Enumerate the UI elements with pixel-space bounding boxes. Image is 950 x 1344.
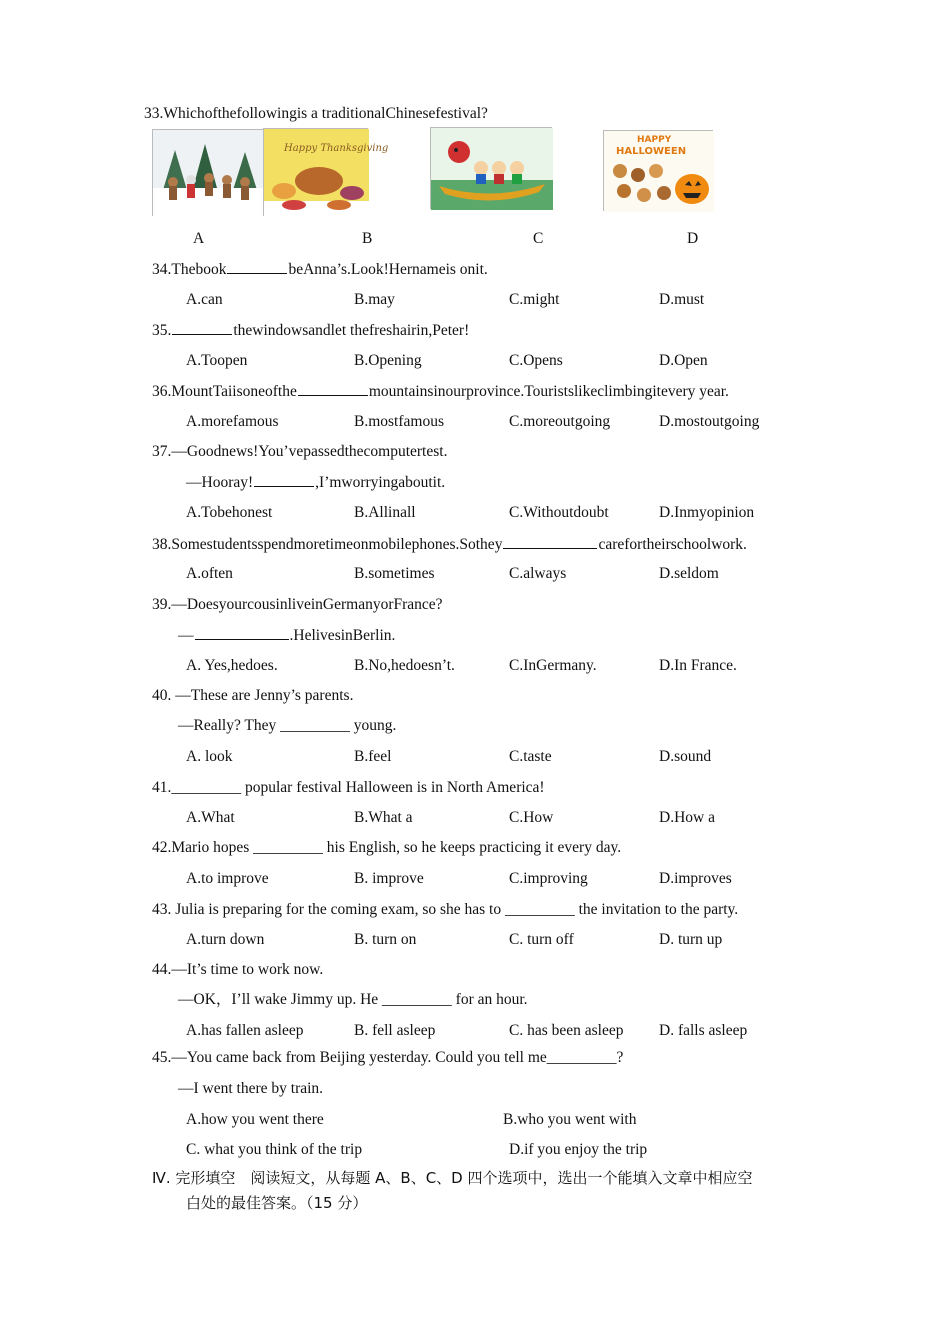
- answer-blank: [172, 320, 232, 335]
- q43-option-d: D. turn up: [659, 931, 723, 948]
- q34-option-d: D.must: [659, 291, 705, 308]
- q36-option-d: D.mostoutgoing: [659, 413, 760, 430]
- q37-option-d: D.Inmyopinion: [659, 504, 755, 521]
- q43-option-a: A.turn down: [186, 931, 265, 948]
- q41-option-a: A.What: [186, 809, 235, 826]
- q34-option-c: C.might: [509, 291, 560, 308]
- q45-option-d: D.if you enjoy the trip: [509, 1141, 648, 1158]
- q43-option-b: B. turn on: [354, 931, 417, 948]
- q41-option-d: D.How a: [659, 809, 715, 826]
- q35-option-a: A.Toopen: [186, 352, 248, 369]
- question-37-line-2: —Hooray! ,I’mworryingaboutit.: [186, 474, 446, 491]
- answer-blank: [503, 534, 597, 549]
- christmas-picture: [152, 129, 264, 216]
- q39-option-d: D.In France.: [659, 657, 737, 674]
- q37-option-c: C.Withoutdoubt: [509, 504, 609, 521]
- q33-label-a: A: [193, 230, 205, 247]
- question-40-line-2: —Really? They _________ young.: [178, 717, 397, 734]
- q36-option-c: C.moreoutgoing: [509, 413, 611, 430]
- halloween-text-1: HAPPY: [637, 135, 672, 145]
- q37-option-a: A.Tobehonest: [186, 504, 273, 521]
- q35-option-b: B.Opening: [354, 352, 422, 369]
- q34-option-b: B.may: [354, 291, 395, 308]
- thanksgiving-picture: [263, 128, 389, 216]
- q41-option-c: C.How: [509, 809, 554, 826]
- question-43-stem: 43. Julia is preparing for the coming exam, so she has to _________ the invitation to the party.: [152, 901, 739, 918]
- q33-label-d: D: [687, 230, 699, 247]
- answer-blank: [298, 381, 368, 396]
- q38-option-a: A.often: [186, 565, 233, 582]
- q33-label-c: C: [533, 230, 544, 247]
- q36-option-b: B.mostfamous: [354, 413, 444, 430]
- q38-option-d: D.seldom: [659, 565, 719, 582]
- q38-option-b: B.sometimes: [354, 565, 435, 582]
- q40-option-d: D.sound: [659, 748, 712, 765]
- q42-option-c: C.improving: [509, 870, 588, 887]
- q42-option-d: D.improves: [659, 870, 732, 887]
- q34-option-a: A.can: [186, 291, 223, 308]
- q39-option-c: C.InGermany.: [509, 657, 597, 674]
- question-45-line-2: —I went there by train.: [178, 1080, 324, 1097]
- q33-label-b: B: [362, 230, 373, 247]
- question-33-stem: 33.Whichofthefollowingis a traditionalChinesefestival?: [144, 105, 488, 122]
- q44-option-d: D. falls asleep: [659, 1022, 748, 1039]
- q45-option-b: B.who you went with: [503, 1111, 637, 1128]
- q39-option-b: B.No,hedoesn’t.: [354, 657, 455, 674]
- section-4-heading-line-2: 白处的最佳答案。（15 分）: [186, 1194, 368, 1212]
- question-44-line-2: —OK，I’ll wake Jimmy up. He _________ for an hour.: [178, 991, 528, 1008]
- question-41-stem: 41._________ popular festival Halloween is in North America!: [152, 779, 545, 796]
- q35-option-d: D.Open: [659, 352, 708, 369]
- section-4-heading: Ⅳ. 完形填空 阅读短文，从每题 A、B、C、D 四个选项中，选出一个能填入文章中相应空: [152, 1169, 753, 1187]
- q40-option-b: B.feel: [354, 748, 392, 765]
- q45-option-c: C. what you think of the trip: [186, 1141, 363, 1158]
- question-42-stem: 42.Mario hopes _________ his English, so he keeps practicing it every day.: [152, 839, 622, 856]
- answer-blank: [227, 259, 287, 274]
- question-39-line-1: 39.—DoesyourcousinliveinGermanyorFrance?: [152, 596, 443, 613]
- q39-option-a: A. Yes,hedoes.: [186, 657, 278, 674]
- q37-option-b: B.Allinall: [354, 504, 416, 521]
- halloween-text-2: HALLOWEEN: [616, 146, 687, 157]
- q40-option-a: A. look: [186, 748, 233, 765]
- q44-option-a: A.has fallen asleep: [186, 1022, 304, 1039]
- question-36-stem: 36.MountTaiisoneofthe mountainsinourprovince.Touristslikeclimbingitevery year.: [152, 383, 729, 400]
- question-45-line-1: 45.—You came back from Beijing yesterday. Could you tell me_________?: [152, 1049, 624, 1066]
- halloween-picture: [603, 130, 713, 211]
- question-34-stem: 34.Thebook beAnna’s.Look!Hernameis onit.: [152, 261, 488, 278]
- q35-option-c: C.Opens: [509, 352, 563, 369]
- thanksgiving-text: Happy Thanksgiving: [284, 143, 389, 154]
- question-35-stem: 35. thewindowsandlet thefreshairin,Peter!: [152, 322, 470, 339]
- q45-option-a: A.how you went there: [186, 1111, 324, 1128]
- q44-option-b: B. fell asleep: [354, 1022, 436, 1039]
- answer-blank: [195, 625, 289, 640]
- q36-option-a: A.morefamous: [186, 413, 279, 430]
- q40-option-c: C.taste: [509, 748, 552, 765]
- q42-option-b: B. improve: [354, 870, 424, 887]
- question-40-line-1: 40. —These are Jenny’s parents.: [152, 687, 354, 704]
- q44-option-c: C. has been asleep: [509, 1022, 624, 1039]
- q42-option-a: A.to improve: [186, 870, 269, 887]
- dragon-boat-picture: [430, 127, 552, 209]
- question-39-line-2: — .HelivesinBerlin.: [178, 627, 396, 644]
- question-38-stem: 38.Somestudentsspendmoretimeonmobilephones.Sothey carefortheirschoolwork.: [152, 536, 747, 553]
- q38-option-c: C.always: [509, 565, 567, 582]
- answer-blank: [254, 472, 314, 487]
- q41-option-b: B.What a: [354, 809, 413, 826]
- question-37-line-1: 37.—Goodnews!You’vepassedthecomputertest.: [152, 443, 448, 460]
- question-44-line-1: 44.—It’s time to work now.: [152, 961, 324, 978]
- q43-option-c: C. turn off: [509, 931, 574, 948]
